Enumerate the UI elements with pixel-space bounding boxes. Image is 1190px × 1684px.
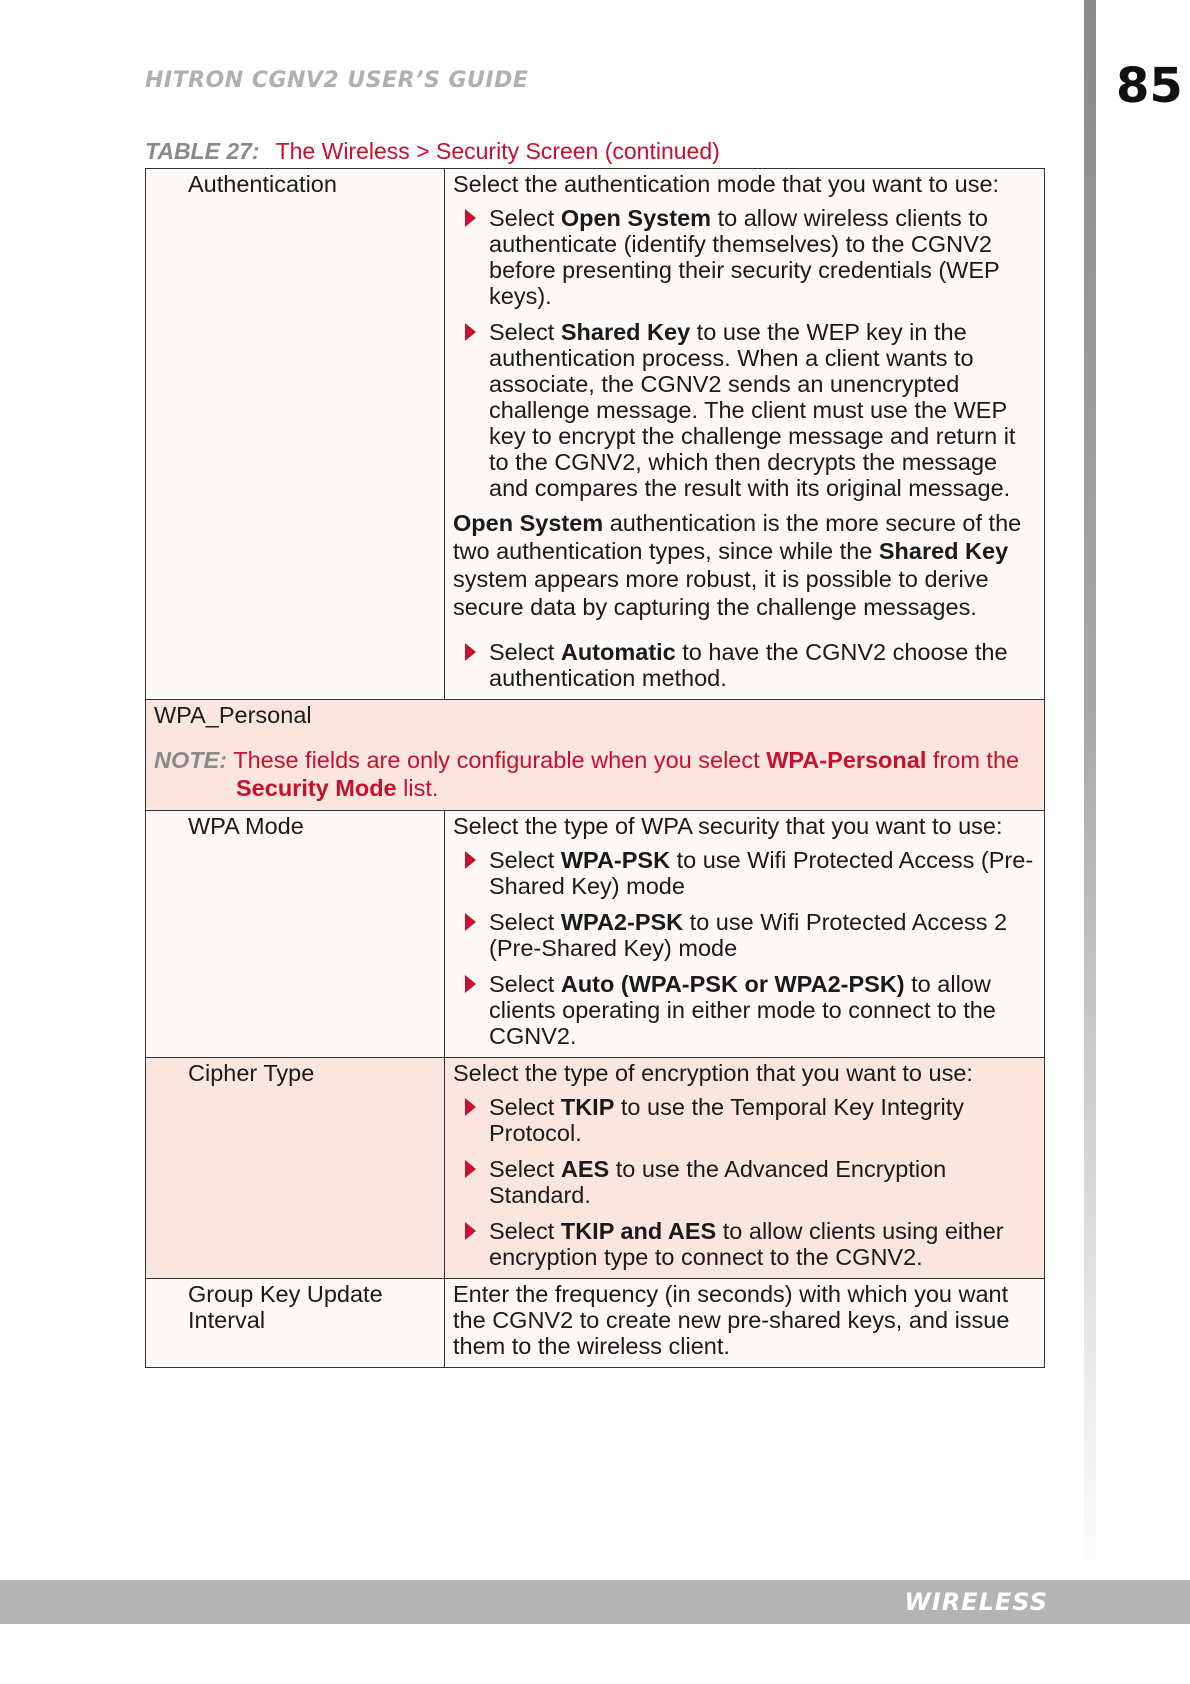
list-item [489,1094,1036,1146]
item-text: to have the CGNV2 choose the authentication method. [489,639,1008,691]
item-text: to use the Advanced Encryption Standard. [489,1156,947,1208]
intro-text: Select the authentication mode that you want to use: [453,171,1000,197]
table-caption [145,138,720,165]
item-bold: TKIP and AES [560,1218,717,1244]
arrow-bullet-icon [465,1098,476,1116]
note-bold: WPA-Personal [766,747,927,773]
item-text: to allow clients using either encryption type to connect to the CGNV2. [489,1218,1004,1270]
note-part: These fields are only configurable when you select [227,747,767,773]
item-bold: WPA-PSK [560,847,671,873]
arrow-bullet-icon [465,1160,476,1178]
footer-section-label: WIRELESS [904,1588,1048,1616]
list-item [489,1156,1036,1208]
item-bold: WPA2-PSK [560,909,684,935]
arrow-bullet-icon [465,975,476,993]
field-label: WPA Mode [146,811,445,1058]
list-item [489,909,1036,961]
item-text: Select [489,847,561,873]
field-description [445,169,1045,700]
table-row-wpa-personal [146,700,1045,811]
arrow-bullet-icon [465,913,476,931]
item-text: Select [489,205,561,231]
footer-bar [0,1580,1190,1624]
note-text [154,746,1036,802]
field-label: Group Key Update Interval [146,1279,445,1368]
item-bold: Shared Key [560,319,691,345]
section-header-cell [146,700,1045,811]
intro-text: Select the type of encryption that you want to use: [453,1060,973,1086]
field-description [445,811,1045,1058]
item-bold: Open System [560,205,712,231]
arrow-bullet-icon [465,643,476,661]
para-bold: Shared Key [878,538,1009,564]
arrow-bullet-icon [465,209,476,227]
list-item [489,319,1036,501]
table-caption-title: The Wireless > Security Screen (continued) [275,138,720,164]
note-label: NOTE: [154,747,228,773]
item-text: Select [489,909,561,935]
arrow-bullet-icon [465,1222,476,1240]
item-text: Select [489,319,561,345]
note-bold: Security Mode [236,775,397,801]
item-text: to use the WEP key in the authentication process. When a client wants to associate, the CGNV2 sends an unencrypted challenge message. The client must use the WEP key to encrypt the challenge message and return it to the CGNV2, which then decrypts the message and compares the result with its original message. [489,319,1016,501]
item-bold: Automatic [560,639,676,665]
note-part: from the [926,747,1020,773]
field-label: Cipher Type [146,1058,445,1279]
para-text: system appears more robust, it is possible to derive secure data by capturing the challenge messages. [453,566,989,620]
table-row-cipher-type [146,1058,1045,1279]
item-text: Select [489,1218,561,1244]
table-row-group-key [146,1279,1045,1368]
option-list [453,205,1036,501]
note-part: list. [396,775,439,801]
item-text: to allow wireless clients to authenticate (identify themselves) to the CGNV2 before presenting their security credentials (WEP keys). [489,205,1000,309]
option-list [453,847,1036,1049]
page-number: 85 [1116,58,1183,114]
list-item [489,205,1036,309]
item-bold: TKIP [560,1094,615,1120]
security-table [145,168,1045,1368]
section-label: WPA_Personal [154,702,312,728]
arrow-bullet-icon [465,323,476,341]
item-text: Select [489,1094,561,1120]
table-row-wpa-mode [146,811,1045,1058]
item-text: Select [489,971,561,997]
list-item [489,971,1036,1049]
item-text: to use Wifi Protected Access 2 (Pre-Shared Key) mode [489,909,1008,961]
item-text: to use the Temporal Key Integrity Protocol. [489,1094,965,1146]
intro-text: Select the type of WPA security that you want to use: [453,813,1003,839]
explanation-paragraph [453,509,1036,621]
option-list [453,1094,1036,1270]
arrow-bullet-icon [465,851,476,869]
list-item [489,639,1036,691]
para-text: authentication is the more secure of the two authentication types, since while the [453,510,1022,564]
side-decoration-bar [1084,0,1096,1580]
table-caption-label: TABLE 27: [145,138,260,164]
item-bold: Auto (WPA-PSK or WPA2-PSK) [560,971,905,997]
item-text: to use Wifi Protected Access (Pre-Shared Key) mode [489,847,1034,899]
list-item [489,1218,1036,1270]
option-list [453,639,1036,691]
item-text: Select [489,1156,561,1182]
guide-title: HITRON CGNV2 USER’S GUIDE [145,68,529,93]
item-bold: AES [560,1156,610,1182]
table-row-authentication [146,169,1045,700]
field-label: Authentication [146,169,445,700]
field-description: Enter the frequency (in seconds) with which you want the CGNV2 to create new pre-shared keys, and issue them to the wireless client. [445,1279,1045,1368]
item-text: Select [489,639,561,665]
list-item [489,847,1036,899]
item-text: to allow clients operating in either mode to connect to the CGNV2. [489,971,996,1049]
field-description [445,1058,1045,1279]
para-bold: Open System [453,510,604,536]
